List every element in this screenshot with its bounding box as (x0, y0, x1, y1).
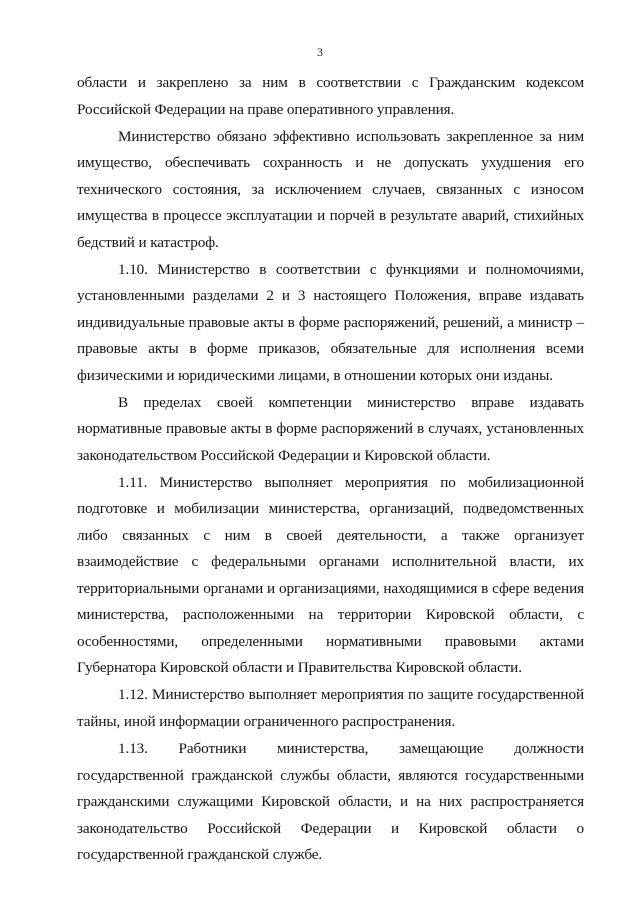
paragraph-property-obligations: Министерство обязано эффективно использовать закрепленное за ним имущество, обеспечивать сохранность и не допускать ухудшения его технического состояния, за исключением случаев, связанных с износом имущества в процессе эксплуатации и порчей в результате аварий, стихийных бедствий и катастроф. (77, 127, 584, 251)
paragraph-clause-1-13: 1.13. Работники министерства, замещающие должности государственной гражданской службы области, являются государственными гражданскими служащими Кировской области, и на них распространяется законодательство Российской Федерации и Кировской области о государственной гражданской службе. (77, 740, 584, 864)
paragraph-clause-1-10: 1.10. Министерство в соответствии с функциями и полномочиями, установленными разделами 2 и 3 настоящего Положения, вправе издавать индивидуальные правовые акты в форме распоряжений, решений, а министр – правовые акты в форме приказов, обязательные для исполнения всеми физическими и юридическими лицами, в отношении которых они изданы. (77, 260, 584, 384)
paragraph-clause-1-11: 1.11. Министерство выполняет мероприятия по мобилизационной подготовке и мобилизации министерства, организаций, подведомственных либо связанных с ним в своей деятельности, а также организует взаимодействие с федеральными органами исполнительной власти, их территориальными органами и организациями, находящимися в сфере ведения министерства, расположенными на территории Кировской области, с особенностями, определенными нормативными правовыми актами Губернатора Кировской области и Правительства Кировской области. (77, 473, 584, 677)
paragraph-clause-1-12: 1.12. Министерство выполняет мероприятия по защите государственной тайны, иной информации ограниченного распространения. (77, 686, 584, 730)
document-body (77, 70, 584, 869)
paragraph-property-continuation: области и закреплено за ним в соответствии с Гражданским кодексом Российской Федерации на праве оперативного управления. (77, 74, 584, 118)
paragraph-normative-acts: В пределах своей компетенции министерство вправе издавать нормативные правовые акты в форме распоряжений в случаях, установленных законодательством Российской Федерации и Кировской области. (77, 393, 584, 464)
page-number: 3 (317, 45, 323, 59)
